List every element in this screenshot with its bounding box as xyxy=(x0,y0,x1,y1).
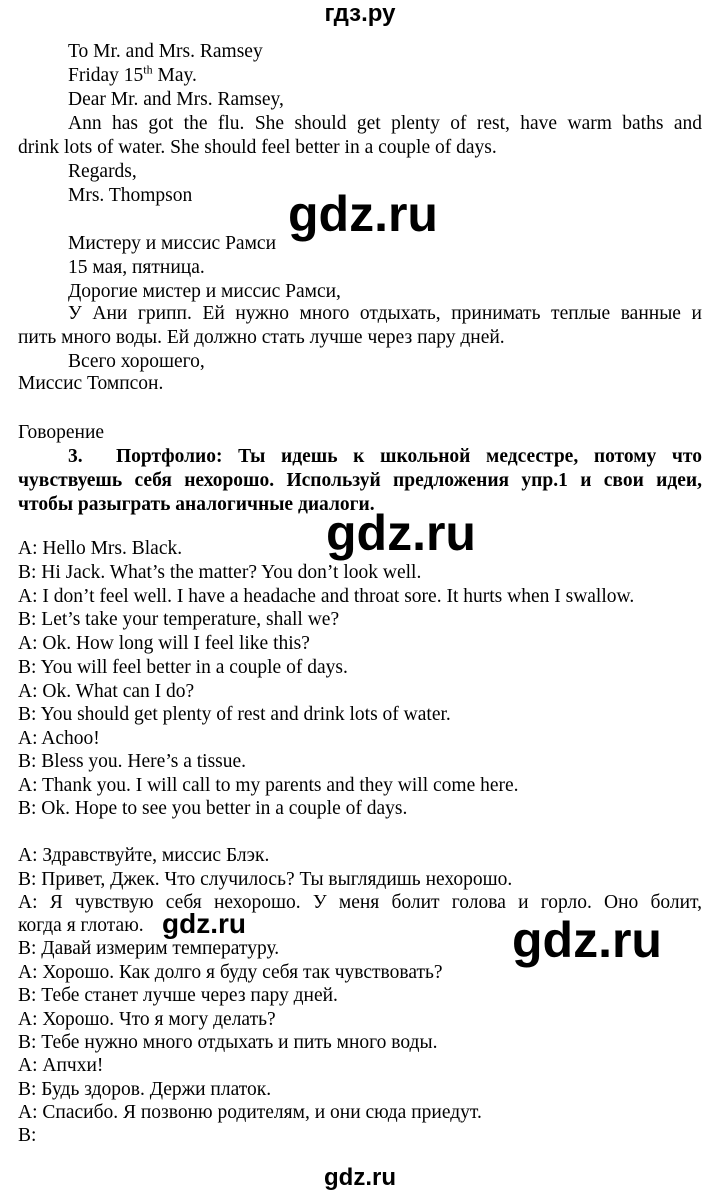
watermark: gdz.ru xyxy=(162,908,246,939)
dialogue-ru-line: В: Давай измерим температуру. xyxy=(18,938,280,959)
dialogue-en-line: A: I don’t feel well. I have a headache and throat sore. It hurts when I swallow. xyxy=(18,586,635,607)
dialogue-en-line: A: Ok. What can I do? xyxy=(18,681,195,702)
letter-ru-signature: Миссис Томпсон. xyxy=(18,373,164,394)
dialogue-ru-line: В: Будь здоров. Держи платок. xyxy=(18,1079,272,1100)
dialogue-ru-line: когда я глотаю. xyxy=(18,915,144,936)
dialogue-ru-line: А: Апчхи! xyxy=(18,1055,104,1076)
dialogue-en-line: A: Ok. How long will I feel like this? xyxy=(18,633,310,654)
letter-en-to: To Mr. and Mrs. Ramsey xyxy=(68,41,263,62)
letter-en-body-1: Ann has got the flu. She should get plenty of rest, have warm baths and xyxy=(68,113,702,134)
dialogue-ru-line: В: Тебе нужно много отдыхать и пить много воды. xyxy=(18,1032,438,1053)
page-footer: gdz.ru xyxy=(324,1164,396,1191)
dialogue-en-line: A: Thank you. I will call to my parents and they will come here. xyxy=(18,775,519,796)
dialogue-ru-line: В: Тебе станет лучше через пару дней. xyxy=(18,985,338,1006)
dialogue-en-line: A: Achoo! xyxy=(18,728,100,749)
dialogue-en-line: A: Hello Mrs. Black. xyxy=(18,538,183,559)
task-line-1: 3. Портфолио: Ты идешь к школьной медсестре, потому что xyxy=(68,446,702,467)
dialogue-ru-line: В: xyxy=(18,1125,37,1146)
dialogue-ru-line: А: Хорошо. Как долго я буду себя так чувствовать? xyxy=(18,962,443,983)
page-header: гдз.ру xyxy=(324,0,396,27)
letter-en-signature: Mrs. Thompson xyxy=(68,185,193,206)
task-line-3: чтобы разыграть аналогичные диалоги. xyxy=(18,494,375,515)
dialogue-en-line: B: You will feel better in a couple of days. xyxy=(18,657,348,678)
letter-ru-body-1: У Ани грипп. Ей нужно много отдыхать, принимать теплые ванные и xyxy=(68,303,702,324)
letter-ru-date: 15 мая, пятница. xyxy=(68,257,205,278)
dialogue-en-line: B: Bless you. Here’s a tissue. xyxy=(18,751,247,772)
dialogue-ru-line: А: Хорошо. Что я могу делать? xyxy=(18,1009,276,1030)
dialogue-en-line: B: Ok. Hope to see you better in a couple of days. xyxy=(18,798,408,819)
section-heading: Говорение xyxy=(18,422,105,443)
watermark: gdz.ru xyxy=(326,505,476,561)
dialogue-ru-line: А: Спасибо. Я позвоню родителям, и они сюда приедут. xyxy=(18,1102,482,1123)
dialogue-ru-line: А: Здравствуйте, миссис Блэк. xyxy=(18,845,270,866)
letter-en-body-2: drink lots of water. She should feel better in a couple of days. xyxy=(18,137,497,158)
letter-ru-to: Мистеру и миссис Рамси xyxy=(68,233,277,254)
watermark: gdz.ru xyxy=(288,186,438,242)
letter-ru-closing: Всего хорошего, xyxy=(68,351,205,372)
task-line-2: чувствуешь себя нехорошо. Используй предложения упр.1 и свои идеи, xyxy=(18,470,702,491)
letter-ru-greeting: Дорогие мистер и миссис Рамси, xyxy=(68,281,341,302)
dialogue-ru-line: В: Привет, Джек. Что случилось? Ты выглядишь нехорошо. xyxy=(18,869,513,890)
dialogue-en-line: B: Hi Jack. What’s the matter? You don’t look well. xyxy=(18,562,422,583)
watermark: gdz.ru xyxy=(512,912,662,968)
dialogue-ru-line: А: Я чувствую себя нехорошо. У меня болит голова и горло. Оно болит, xyxy=(18,892,702,913)
dialogue-en-line: B: You should get plenty of rest and drink lots of water. xyxy=(18,704,451,725)
letter-en-closing: Regards, xyxy=(68,161,137,182)
letter-en-date: Friday 15th May. xyxy=(68,62,197,86)
letter-ru-body-2: пить много воды. Ей должно стать лучше через пару дней. xyxy=(18,327,505,348)
task-number: 3. xyxy=(68,446,83,467)
letter-en-greeting: Dear Mr. and Mrs. Ramsey, xyxy=(68,89,284,110)
dialogue-en-line: B: Let’s take your temperature, shall we? xyxy=(18,609,340,630)
